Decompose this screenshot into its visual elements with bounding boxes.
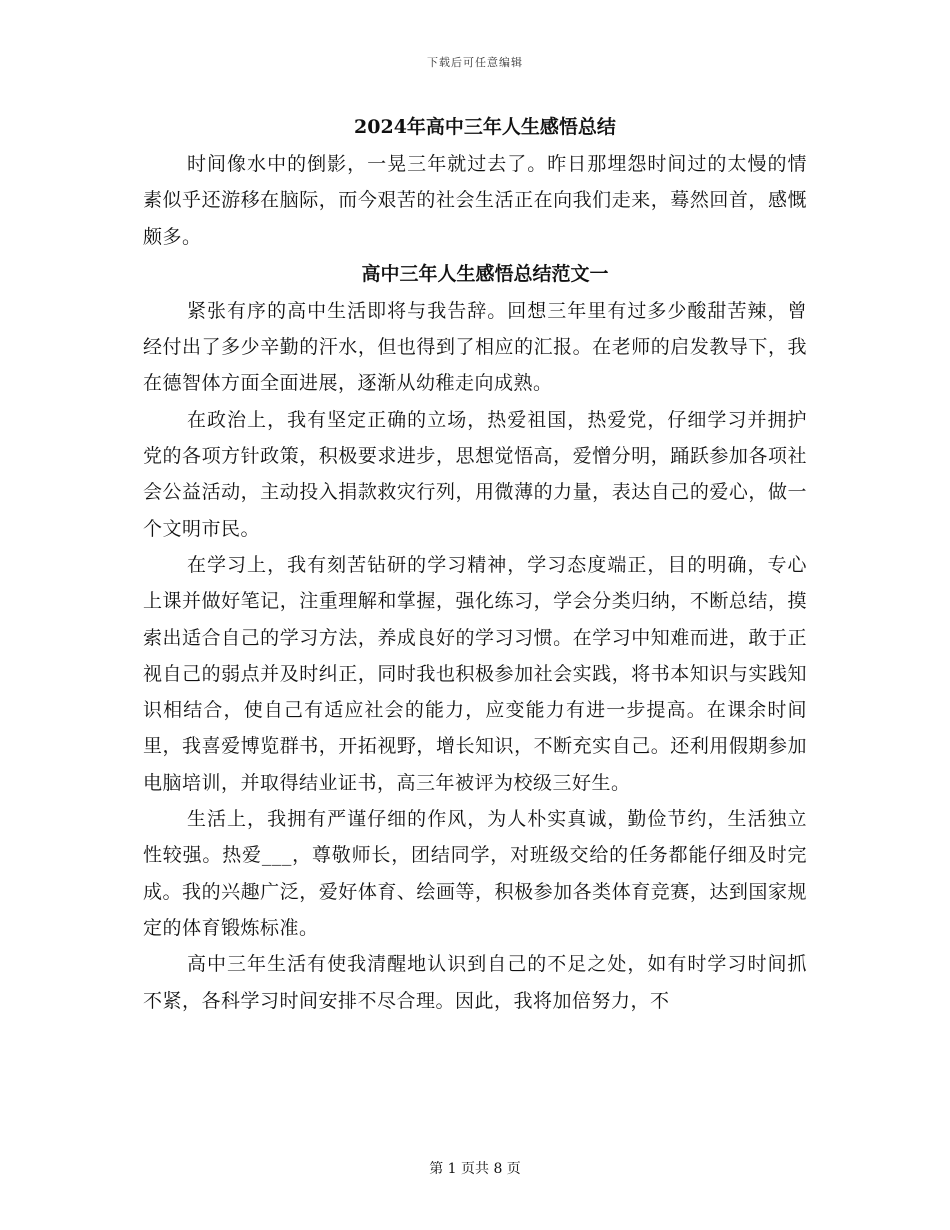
document-title: 2024年高中三年人生感悟总结: [354, 116, 616, 138]
paragraph-2: 在政治上，我有坚定正确的立场，热爱祖国，热爱党，仔细学习并拥护党的各项方针政策，积极要求进步，思想觉悟高，爱憎分明，踊跃参加各项社会公益活动，主动投入捐款救灾行列，用微薄的力量，表达自己的爱心，做一个文明市民。: [143, 408, 807, 540]
paragraph-3: 在学习上，我有刻苦钻研的学习精神，学习态度端正，目的明确，专心上课并做好笔记，注重理解和掌握，强化练习，学会分类归纳，不断总结，摸索出适合自己的学习方法，养成良好的学习习惯。在学习中知难而进，敢于正视自己的弱点并及时纠正，同时我也积极参加社会实践，将书本知识与实践知识相结合，使自己有适应社会的能力，应变能力有进一步提高。在课余时间里，我喜爱博览群书，开拓视野，增长知识，不断充实自己。还利用假期参加电脑培训，并取得结业证书，高三年被评为校级三好生。: [143, 553, 807, 794]
header-note: 下载后可任意编辑: [427, 56, 523, 69]
document-body: [143, 108, 807, 1019]
paragraph-4: 生活上，我拥有严谨仔细的作风，为人朴实真诚，勤俭节约，生活独立性较强。热爱___，尊敬师长，团结同学，对班级交给的任务都能仔细及时完成。我的兴趣广泛，爱好体育、绘画等，积极参加各类体育竞赛，达到国家规定的体育锻炼标准。: [143, 808, 807, 939]
paragraph-1: 紧张有序的高中生活即将与我告辞。回想三年里有过多少酸甜苦辣，曾经付出了多少辛勤的汗水，但也得到了相应的汇报。在老师的启发教导下，我在德智体方面全面进展，逐渐从幼稚走向成熟。: [143, 299, 807, 395]
paragraph-5: 高中三年生活有使我清醒地认识到自己的不足之处，如有时学习时间抓不紧，各科学习时间安排不尽合理。因此，我将加倍努力，不: [143, 953, 807, 1012]
page-number: 第 1 页共 8 页: [429, 1161, 521, 1177]
intro-paragraph: 时间像水中的倒影，一晃三年就过去了。昨日那埋怨时间过的太慢的情素似乎还游移在脑际，而今艰苦的社会生活正在向我们走来，蓦然回首，感慨颇多。: [143, 153, 807, 248]
section-title: 高中三年人生感悟总结范文一: [361, 262, 609, 285]
